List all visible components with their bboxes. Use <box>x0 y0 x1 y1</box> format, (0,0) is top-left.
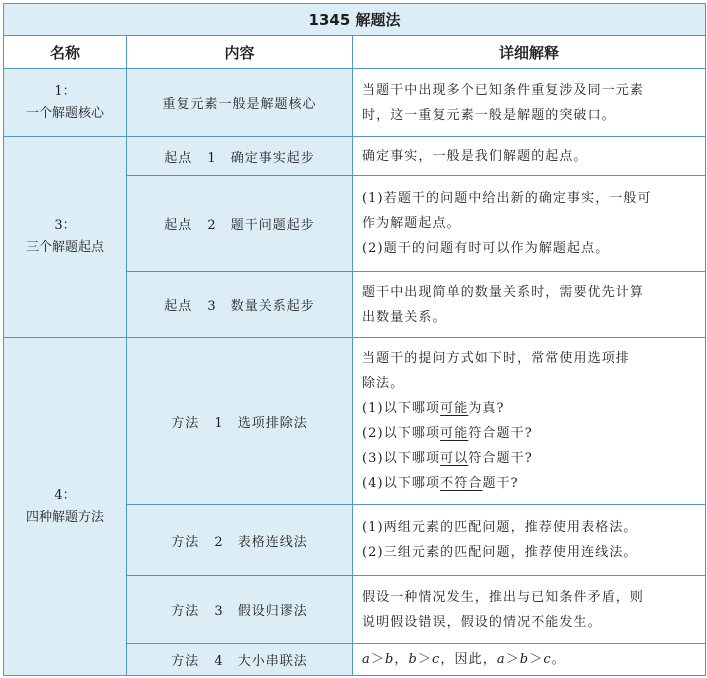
detail-cell: 假设一种情况发生，推出与已知条件矛盾，则 说明假设错误，假设的情况不能发生。 <box>353 576 706 644</box>
content-cell: 方法 3 假设归谬法 <box>127 576 353 644</box>
group-name: 4： 四种解题方法 <box>4 338 127 676</box>
detail-cell: 确定事实，一般是我们解题的起点。 <box>353 137 706 176</box>
header-content: 内容 <box>127 36 353 69</box>
table-row <box>4 137 706 176</box>
question-line: (2)以下哪项可能符合题干? <box>362 426 533 441</box>
method-table <box>3 3 706 676</box>
detail-cell: 题干中出现简单的数量关系时，需要优先计算 出数量关系。 <box>353 272 706 338</box>
formula-line: a＞b，b＞c，因此，a＞b＞c。 <box>362 652 566 667</box>
content-cell: 起点 2 题干问题起步 <box>127 176 353 272</box>
group-name: 1： 一个解题核心 <box>4 69 127 137</box>
content-cell: 方法 4 大小串联法 <box>127 644 353 676</box>
detail-cell: (1)若题干的问题中给出新的确定事实，一般可 作为解题起点。 (2)题干的问题有时可以作为解题起点。 <box>353 176 706 272</box>
table-row <box>4 69 706 137</box>
content-cell: 方法 1 选项排除法 <box>127 338 353 505</box>
content-cell: 方法 2 表格连线法 <box>127 505 353 576</box>
group-name: 3： 三个解题起点 <box>4 137 127 338</box>
content-cell: 重复元素一般是解题核心 <box>127 69 353 137</box>
question-line: (4)以下哪项不符合题干? <box>362 476 519 491</box>
detail-cell: 当题干中出现多个已知条件重复涉及同一元素 时，这一重复元素一般是解题的突破口。 <box>353 69 706 137</box>
header-name: 名称 <box>4 36 127 69</box>
table-title: 1345 解题法 <box>4 4 706 36</box>
table-row <box>4 338 706 505</box>
question-line: (3)以下哪项可以符合题干? <box>362 451 533 466</box>
question-line: (1)以下哪项可能为真? <box>362 401 505 416</box>
content-cell: 起点 3 数量关系起步 <box>127 272 353 338</box>
header-detail: 详细解释 <box>353 36 706 69</box>
content-cell: 起点 1 确定事实起步 <box>127 137 353 176</box>
detail-cell: (1)两组元素的匹配问题，推荐使用表格法。 (2)三组元素的匹配问题，推荐使用连线法。 <box>353 505 706 576</box>
detail-cell: 当题干的提问方式如下时，常常使用选项排 除法。 (1)以下哪项可能为真? (2)以下哪项可能符合题干? (3)以下哪项可以符合题干? (4)以下哪项不符合题干? <box>353 338 706 505</box>
detail-cell <box>353 644 706 676</box>
